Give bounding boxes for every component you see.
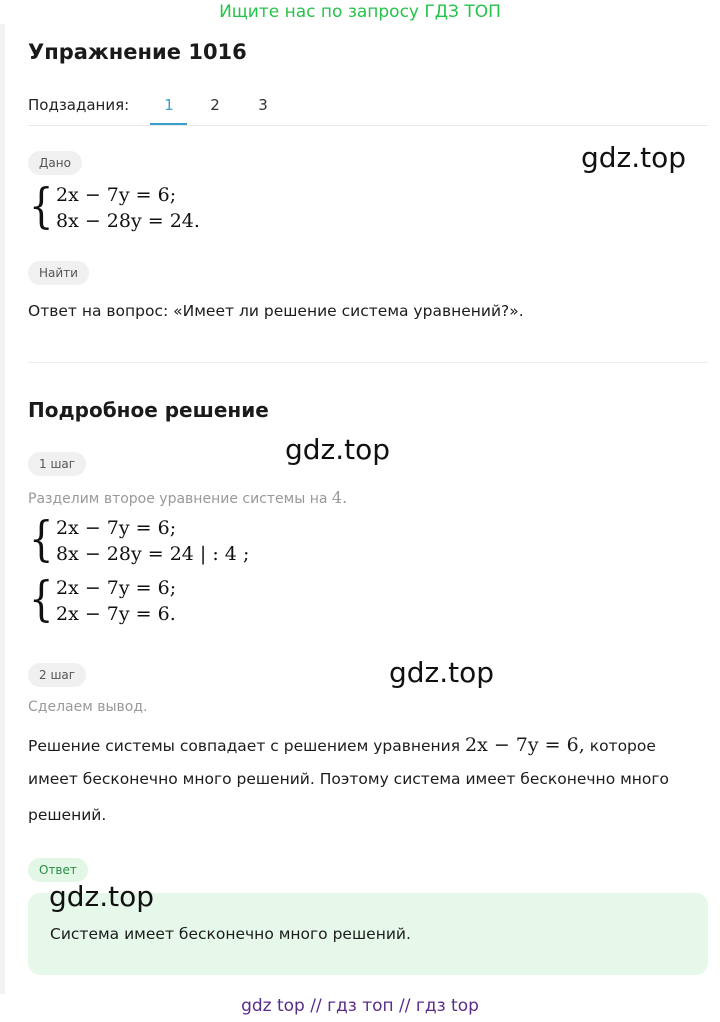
tabs-divider [28, 125, 708, 126]
step-2-conclusion-line-2: имеет бесконечно много решений. Поэтому система имеет бесконечно много [28, 770, 670, 788]
watermark: gdz.top [581, 141, 687, 174]
watermark: gdz.top [389, 656, 495, 689]
answer-text: Система имеет бесконечно много решений. [50, 925, 411, 943]
left-edge-bar [0, 24, 5, 994]
given-equation-2: 8x − 28y = 24. [56, 210, 200, 232]
step-2-description: Сделаем вывод. [28, 699, 148, 715]
find-text: Ответ на вопрос: «Имеет ли решение система уравнений?». [28, 302, 524, 320]
step-1-system-2-eq-2: 2x − 7y = 6. [56, 603, 176, 625]
step-1-chip: 1 шаг [28, 452, 86, 476]
step-2-conclusion-line-3: решений. [28, 806, 107, 824]
given-chip: Дано [28, 151, 82, 175]
section-divider [28, 362, 708, 363]
step-1-description: Разделим второе уравнение системы на 4. [28, 488, 348, 507]
answer-chip: Ответ [28, 858, 88, 882]
footer-links[interactable]: gdz top // гдз топ // гдз top [241, 996, 479, 1016]
system-brace: { [29, 571, 54, 627]
step-1-system-2-eq-1: 2x − 7y = 6; [56, 577, 177, 599]
tab-subtask-2[interactable]: 2 [210, 96, 220, 114]
tab-subtask-1[interactable]: 1 [164, 96, 174, 114]
page-title: Упражнение 1016 [28, 40, 247, 64]
subtasks-label: Подзадания: [28, 96, 130, 114]
top-banner[interactable]: Ищите нас по запросу ГДЗ ТОП [219, 2, 501, 22]
system-brace: { [29, 178, 54, 234]
system-brace: { [29, 511, 54, 567]
watermark: gdz.top [285, 433, 391, 466]
watermark: gdz.top [49, 880, 155, 913]
solution-heading: Подробное решение [28, 398, 269, 422]
tab-subtask-3[interactable]: 3 [258, 96, 268, 114]
step-2-chip: 2 шаг [28, 663, 86, 687]
find-chip: Найти [28, 261, 89, 285]
step-2-conclusion-line-1: Решение системы совпадает с решением уравнения 2x − 7y = 6, которое [28, 734, 656, 756]
given-equation-1: 2x − 7y = 6; [56, 184, 177, 206]
step-1-system-1-eq-1: 2x − 7y = 6; [56, 517, 177, 539]
step-1-system-1-eq-2: 8x − 28y = 24 | : 4 ; [56, 543, 250, 565]
